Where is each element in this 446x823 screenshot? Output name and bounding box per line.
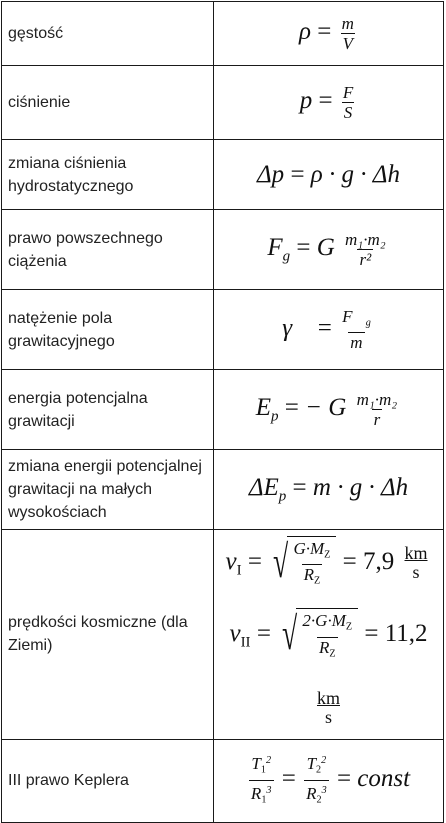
denominator-main: R [318, 637, 330, 657]
denominator [317, 637, 338, 664]
numerator [300, 611, 354, 637]
second-cosmic-velocity: $v_{II}$ = √ $\frac{2\cdot G\cdot M_Z}{R_Z}$ = 11,2 $\frac{km}{s}$ [229, 607, 428, 727]
denominator [249, 780, 274, 810]
formula-lhs: γ⃗ [282, 314, 312, 342]
formula-lhs: ΔE [248, 473, 279, 501]
square-root [277, 608, 358, 663]
formula-lhs: F [267, 234, 283, 262]
denominator-subscript: 2 [316, 794, 322, 806]
numerator-subscript: Z [345, 621, 353, 633]
denominator [304, 780, 329, 810]
denominator: r [373, 410, 381, 429]
lhs-subscript: g [282, 248, 291, 265]
fraction [355, 390, 400, 429]
numerator-main: 2·G·M [302, 610, 346, 630]
fraction [291, 539, 332, 591]
square-root [268, 536, 336, 591]
formula-lhs: v [229, 620, 241, 648]
numerator: F [342, 83, 354, 102]
coefficient: − G [305, 394, 347, 422]
formula-table [1, 1, 444, 823]
formula-lhs: E [255, 394, 272, 422]
denominator-exponent: 3 [266, 785, 272, 796]
fraction [340, 14, 356, 53]
formula-pressure: p = $\frac{F}{S}$ [214, 66, 444, 140]
formula-field-strength: γ⃗ = $\frac{F⃗_g}{m}$ [214, 290, 444, 370]
fraction [343, 230, 388, 269]
numerator-main: G·M [293, 538, 325, 558]
table-row [2, 140, 444, 210]
formula-rhs: ρ · g · Δh [310, 160, 400, 188]
lhs-subscript: I [236, 562, 242, 579]
numerator-main: T [251, 754, 261, 774]
denominator-main: R [303, 565, 314, 585]
table-row [2, 66, 444, 140]
radical-sign-icon: √ [273, 535, 289, 587]
fraction [249, 751, 274, 809]
numerator-subscript: Z [324, 549, 331, 561]
formula-rhs: m · g · Δh [312, 473, 409, 501]
numerator-subscript: 1 [260, 765, 266, 776]
fraction [340, 307, 373, 353]
numerator: m₁·m₂ [345, 230, 386, 249]
fraction [300, 611, 354, 663]
velocity-value: 11,2 [384, 620, 428, 648]
formula-lhs: p [299, 87, 313, 115]
formula-lhs: Δp [257, 160, 285, 188]
formula-lhs: v [225, 548, 237, 575]
table-row [2, 2, 444, 66]
formula-rhs: const [357, 765, 411, 793]
table-row [2, 210, 444, 290]
table-row [2, 739, 444, 822]
formula-hydrostatic: Δp = ρ · g · Δh [214, 140, 444, 210]
numerator-main: F⃗ [342, 306, 366, 326]
numerator-subscript: 2 [316, 765, 322, 776]
formula-lhs: ρ [299, 18, 312, 46]
denominator-subscript: 1 [261, 794, 267, 806]
table-row [2, 370, 444, 450]
unit-fraction [315, 689, 342, 727]
numerator-exponent: 2 [321, 755, 327, 767]
formula-cosmic-velocities [214, 530, 444, 740]
numerator-main: T [306, 754, 317, 774]
numerator-exponent: 2 [265, 755, 272, 767]
formula-potential-energy: $E_p$ = − G $\frac{\text{m₁·m₂}}{r}$ [214, 370, 444, 450]
denominator [302, 564, 323, 591]
fraction [304, 751, 329, 809]
fraction [341, 83, 355, 122]
first-cosmic-velocity: $v_I$ = √ $\frac{G\cdot M_Z}{R_Z}$ = 7,9 $\frac{km}{s}$ [214, 530, 443, 602]
denominator: r² [359, 250, 372, 269]
denominator-exponent: 3 [321, 785, 327, 796]
coefficient: G [316, 234, 335, 262]
table-row [2, 290, 444, 370]
lhs-subscript: II [240, 634, 251, 651]
row-label: ciśnienie [2, 66, 214, 140]
formula-density: ρ = $\frac{m}{V}$ [214, 2, 444, 66]
table-row [2, 450, 444, 530]
radicand [296, 608, 358, 663]
lhs-subscript: p [271, 408, 279, 425]
denominator: m [350, 333, 363, 353]
row-label: prędkości kosmiczne (dla Ziemi) [2, 530, 214, 740]
numerator [340, 307, 373, 333]
numerator [291, 539, 332, 565]
row-label: zmiana ciśnienia hydrostatycznego [2, 140, 214, 210]
denominator: V [342, 34, 353, 53]
unit-denominator: s [412, 562, 420, 583]
unit-numerator: km [404, 543, 428, 564]
row-label: zmiana energii potencjalnej grawitacji na małych wysokościach [2, 450, 214, 530]
denominator-subscript: Z [329, 648, 336, 660]
row-label: gęstość [2, 2, 214, 66]
row-label: natężenie pola grawitacyjnego [2, 290, 214, 370]
unit-numerator: km [316, 687, 340, 708]
unit-denominator: s [324, 706, 332, 727]
table-row [2, 530, 444, 740]
numerator-subscript: g [365, 317, 371, 329]
denominator: S [343, 103, 353, 122]
denominator-subscript: Z [314, 575, 321, 587]
formula-kepler-third-law: $\frac{T_1^2}{R_1^3}$ = $\frac{T_2^2}{R_2^3}$ = const [214, 739, 444, 822]
lhs-subscript: p [278, 488, 287, 505]
formula-gravitation: $F_g = G$ $\frac{\text{m₁·m₂}}{\text{r²}}$ [214, 210, 444, 290]
denominator-main: R [250, 784, 262, 804]
row-label: prawo powszechnego ciążenia [2, 210, 214, 290]
unit-fraction [403, 544, 430, 582]
formula-energy-change: $\Delta E_p = m \cdot g \cdot \Delta h$ [214, 450, 444, 530]
row-label: energia potencjalna grawitacji [2, 370, 214, 450]
radicand [287, 536, 336, 591]
row-label: III prawo Keplera [2, 739, 214, 822]
denominator-main: R [306, 784, 317, 804]
numerator: m₁·m₂ [356, 390, 398, 409]
radical-sign-icon: √ [282, 607, 298, 659]
numerator: m [341, 14, 354, 33]
velocity-value: 7,9 [363, 548, 395, 575]
